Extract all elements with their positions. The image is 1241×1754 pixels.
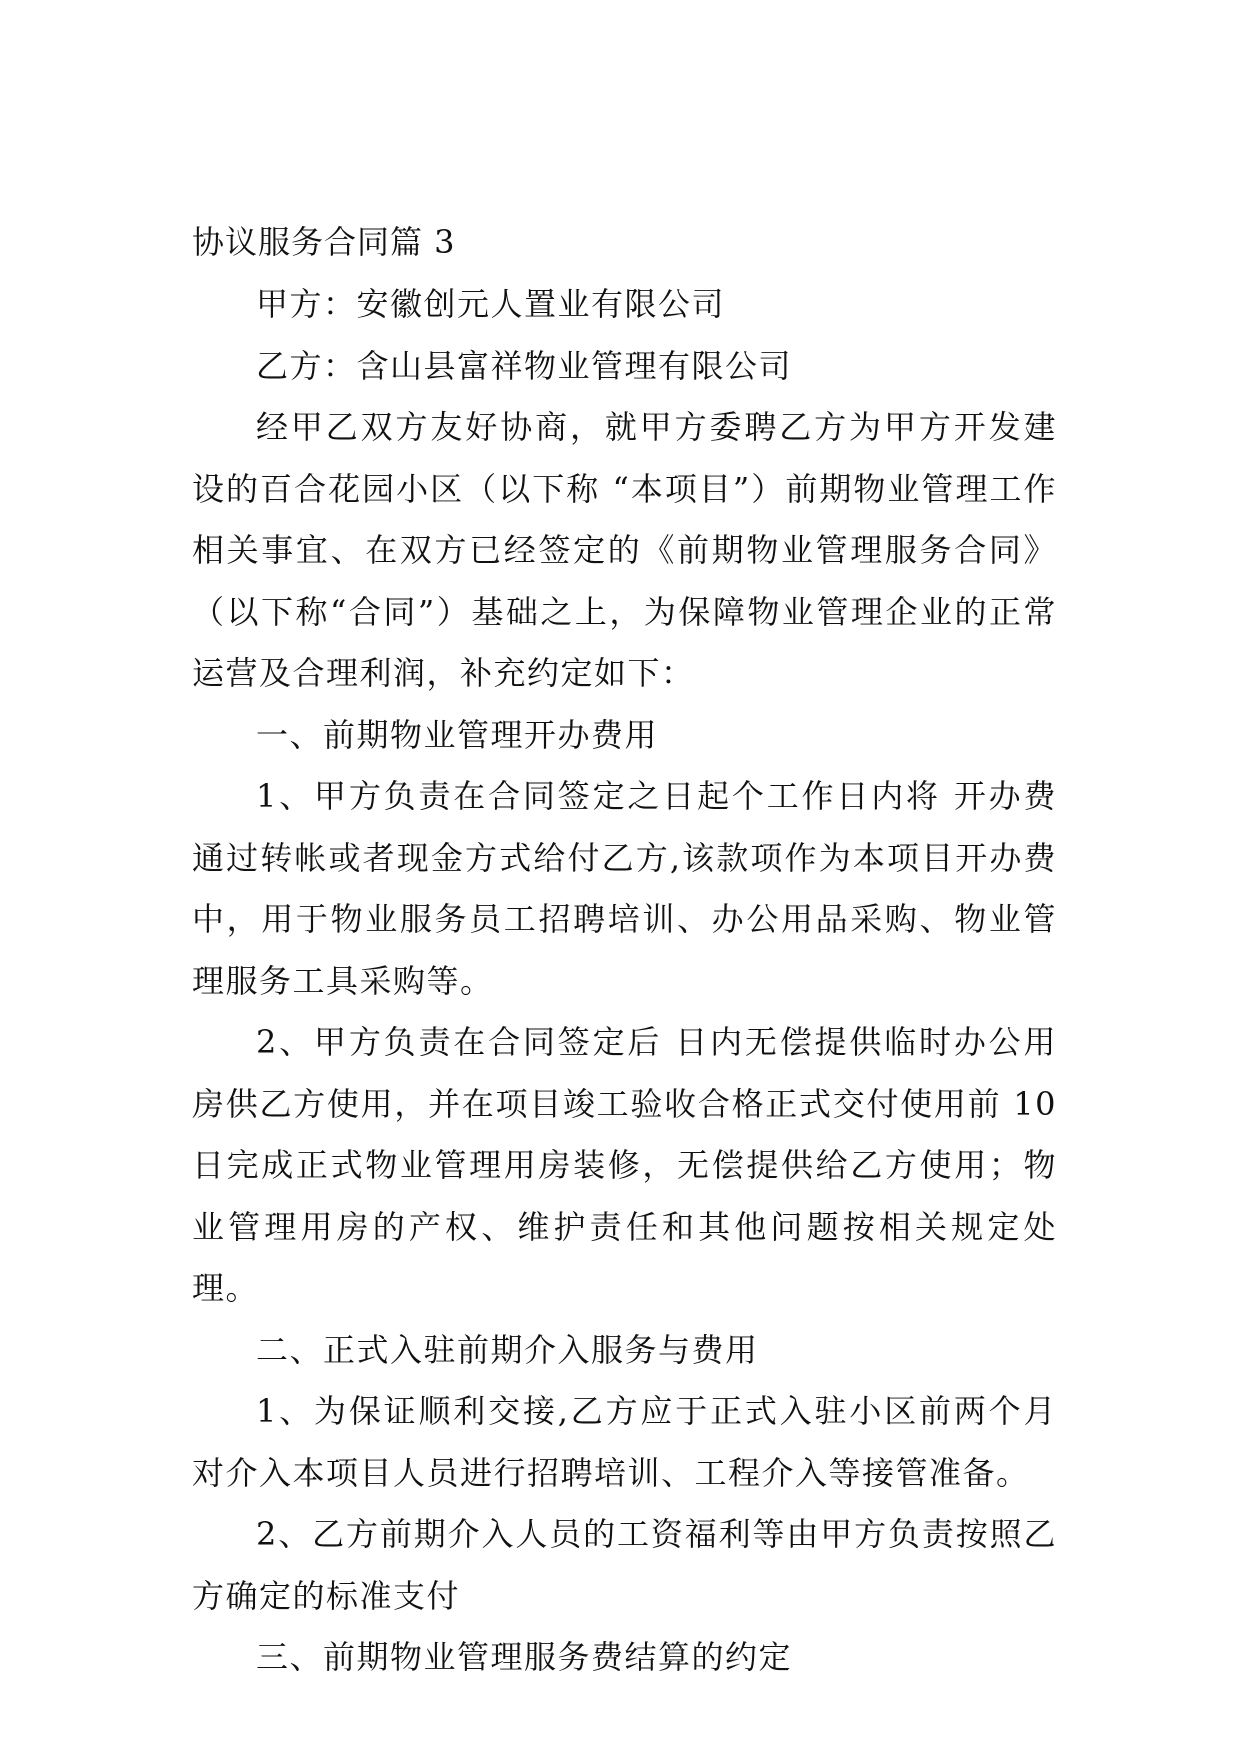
clause-1-2: 2、甲方负责在合同签定后 日内无偿提供临时办公用房供乙方使用，并在项目竣工验收合格正式交付使用前 10 日完成正式物业管理用房装修，无偿提供给乙方使用；物业管理用房的产权、维护责任和其他问题按相关规定处理。 (192, 1023, 1057, 1307)
section-heading-2: 二、正式入驻前期介入服务与费用 (256, 1330, 759, 1369)
party-b-line: 乙方：含山县富祥物业管理有限公司 (256, 346, 793, 385)
document-title: 协议服务合同篇 3 (192, 223, 456, 261)
clause-1-1: 1、甲方负责在合同签定之日起个工作日内将 开办费通过转帐或者现金方式给付乙方,该款项作为本项目开办费中，用于物业服务员工招聘培训、办公用品采购、物业管理服务工具采购等。 (192, 777, 1057, 1000)
section-heading-1: 一、前期物业管理开办费用 (256, 715, 659, 754)
clause-2-1: 1、为保证顺利交接,乙方应于正式入驻小区前两个月对介入本项目人员进行招聘培训、工程介入等接管准备。 (192, 1392, 1057, 1492)
preamble-paragraph: 经甲乙双方友好协商，就甲方委聘乙方为甲方开发建设的百合花园小区（以下称 “本项目”）前期物业管理工作相关事宜、在双方已经签定的《前期物业管理服务合同》（以下称“合同”）基础之上，为保障物业管理企业的正常运营及合理利润，补充约定如下： (192, 408, 1057, 692)
clause-2-2: 2、乙方前期介入人员的工资福利等由甲方负责按照乙方确定的标准支付 (192, 1515, 1057, 1615)
document-page (192, 212, 1057, 1689)
section-heading-3: 三、前期物业管理服务费结算的约定 (256, 1638, 793, 1676)
party-a-line: 甲方：安徽创元人置业有限公司 (256, 285, 726, 323)
